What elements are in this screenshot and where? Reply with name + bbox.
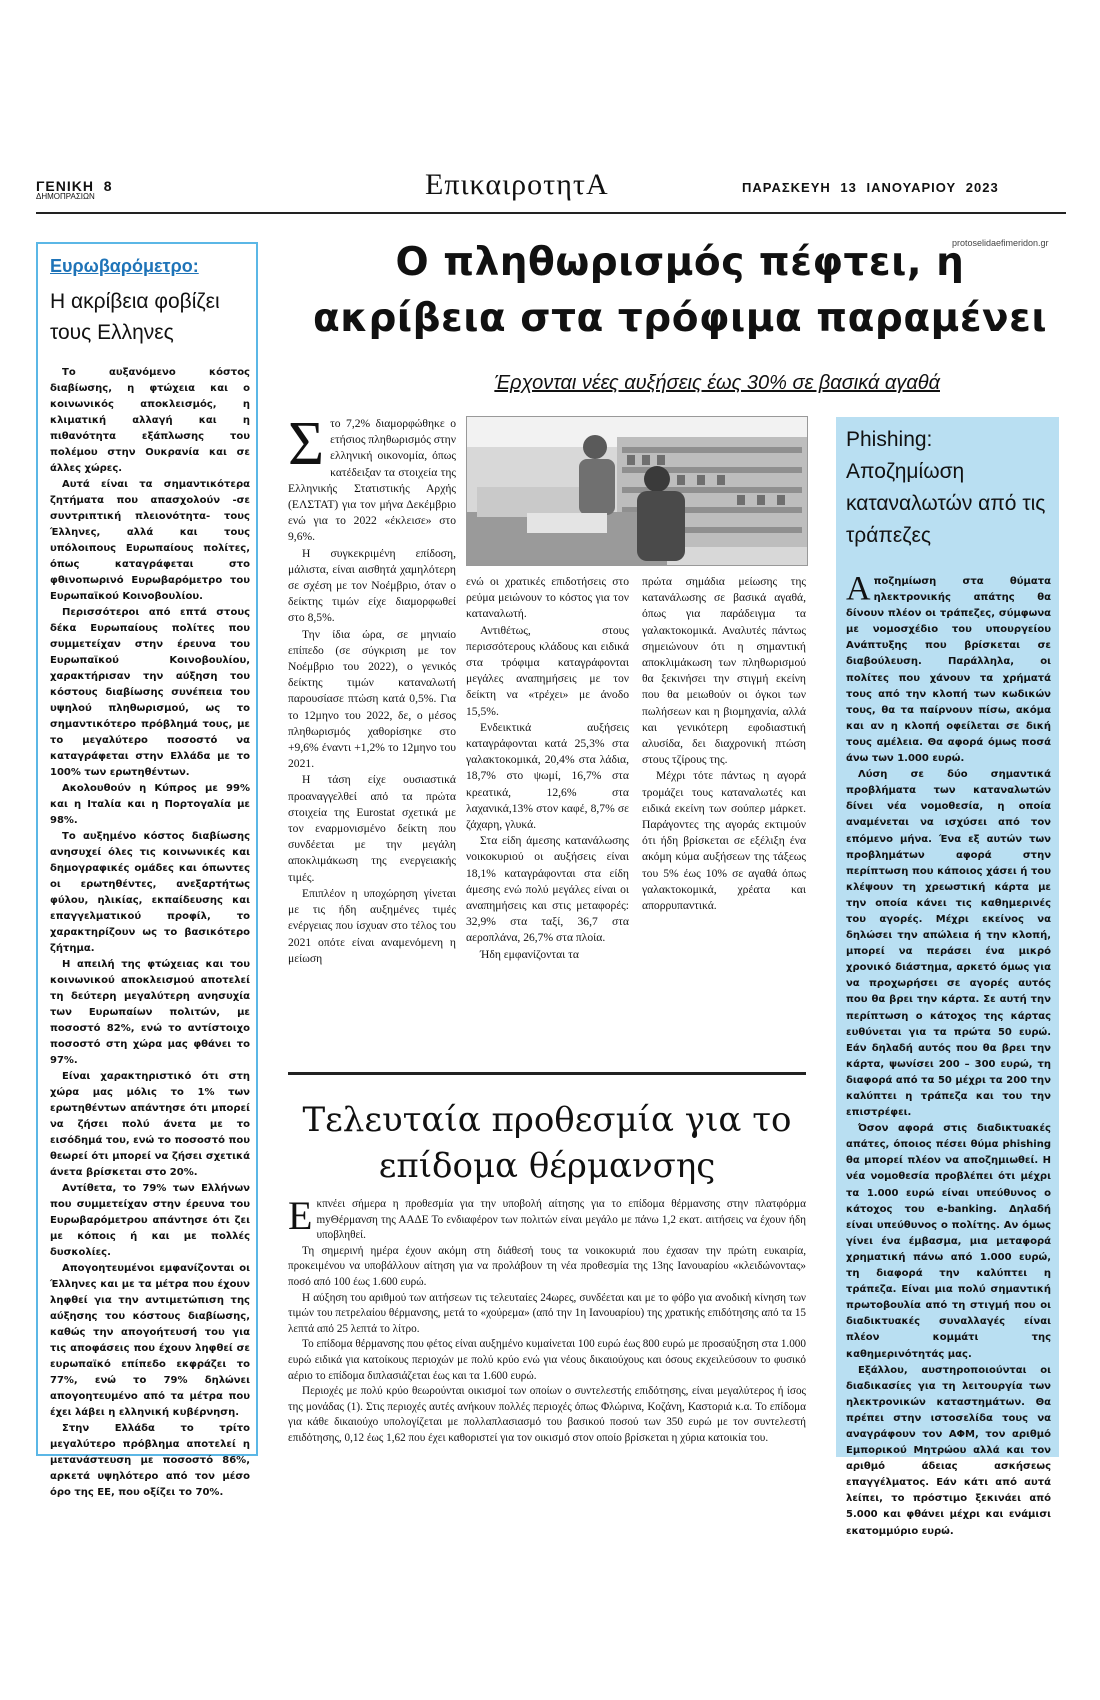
article-paragraph: Η αύξηση του αριθμού των αιτήσεων τις τελευταίες 24ωρες, συνδέεται και με το φόβο για ανοδική κίνηση των τιμών του πετρελαίου θέρμανσης, μετά το «χούρεμα» (από την 1η Ιανουαρίου) της χρατικής επιδότησης από τα 15 λεπτά από 25 λεπτά το λίτρο. [288, 1291, 806, 1335]
article-column-2 [466, 574, 629, 963]
article-paragraph: Η τάση είχε ουσιαστικά προαναγγελθεί από τα πρώτα στοιχεία της Eurostat σχετικά με τον εναρμονισμένο δείκτη που συνδέεται με την μεγάλη αποκλιμάκωση της ενεργειακής τιμές. [288, 773, 456, 884]
header-rule [36, 212, 1066, 214]
sidebar-title: Η ακρίβεια φοβίζει τους Ελληνες [50, 290, 220, 344]
sidebar-paragraph: Αντίθετα, το 79% των Ελλήνων που συμμετείχαν στην έρευνα του Ευρωβαρόμετρου απάντησε ότι ζει με κόποις ή και με πολλές δυσκολίες. [50, 1183, 250, 1258]
article-column-3 [642, 574, 806, 914]
sidebar-paragraph: Το αυξημένο κόστος διαβίωσης ανησυχεί όλες τις κοινωνικές και δημογραφικές ομάδες και όπωντες οι ερωτηθέντες, ανεξαρτήτως φύλου, ηλικίας, εκπαίδευσης και επαγγελματικού προφίλ, το χαρακτηρίζουν ως το βασικότερο ζήτημα. [50, 831, 250, 954]
section-subtitle: ΔΗΜΟΠΡΑΣΙΩΝ [36, 192, 95, 201]
phishing-paragraph: Όσον αφορά στις διαδικτυακές απάτες, όποιος πέσει θύμα phishing θα μπορεί πλέον να αποζημιωθεί. Η νέα νομοθεσία προβλέπει ότι μέχρι τα 1.000 ευρώ είναι υπεύθυνος ο κάτοχος του e-banking. Δηλαδή είναι υπεύθυνος ο πολίτης. Αν όμως γίνει ένα έμβασμα, μια μεταφορά χρηματική πάνω από 1.000 ευρώ, τη διαφορά την καλύπτει η τράπεζα. Είναι μια πολύ σημαντική πρωτοβουλία από τη στιγμή που οι διαδικτυακές συναλλαγές είναι πλέον κομμάτι της καθημερινότητάς μας. [846, 1123, 1051, 1360]
sidebar-paragraph: Η απειλή της φτώχειας και του κοινωνικού αποκλεισμού αποτελεί τη δεύτερη μεγαλύτερη ανησυχία των Ευρωπαίων πολιτών, με ποσοστό 82%, ενώ το αντίστοιχο ποσοστό στη χώρα μας φθάνει το 97%. [50, 959, 250, 1066]
heating-article-body [288, 1193, 806, 1447]
sidebar-paragraph: Στην Ελλάδα το τρίτο μεγαλύτερο πρόβλημα αποτελεί η μετανάστευση με ποσοστό 86%, αρκετά υψηλότερο από τον μέσο όρο της ΕΕ, που οξίζει το 70%. [50, 1423, 250, 1498]
watermark: protoselidaefimeridon.gr [952, 238, 1049, 248]
article-paragraph: Την ίδια ώρα, σε μηνιαίο επίπεδο (σε σύγκριση με τον Νοέμβριο του 2022), ο γενικός δείκτης τιμών καταναλωτή παρουσίασε πτώση κατά 0,5%. Για το 12μηνο του 2022, δε, ο μέσος πληθωρισμός χαθορίσηκε στο +9,6% έναντι +1,2% το 12μηνο του 2021. [288, 627, 456, 771]
article-paragraph: Η συγκεκριμένη επίδοση, μάλιστα, είναι αισθητά χαμηλότερη σε σχέση με τον Νοέμβριο, όταν ο δείκτης τιμών είχε διαμορφωθεί στο 8,5%. [288, 546, 456, 625]
section-label [36, 178, 113, 201]
article-paragraph: το 7,2% διαμορφώθηκε ο ετήσιος πληθωρισμός στην ελληνική οικονομία, όπως κατέδειξαν τα στοιχεία της Ελληνικής Στατιστικής Αρχής (ΕΛΣΤΑΤ) για τον μήνα Δεκέμβριο ενώ για το 2022 «έκλεισε» στο 9,6%. [288, 417, 456, 544]
dropcap: Ε [288, 1193, 313, 1238]
sidebar-paragraph: Αυτά είναι τα σημαντικότερα ζητήματα που απασχολούν -σε συντριπτική πλειονότητα- τους Έλληνες, αλλά και τους υπόλοιπους Ευρωπαίους πολίτες, όπως καταγράφεται στο φθινοπωρινό Ευρωβαρόμετρο του Ευρωπαϊκού Κοινοβουλίου. [50, 479, 250, 602]
sidebar-paragraph: Είναι χαρακτηριστικό ότι στη χώρα μας μόλις το 1% των ερωτηθέντων απάντησε ότι μπορεί να ζήσει πολύ άνετα με το εισόδημά του, ενώ το ποσοστό που θεωρεί ότι μπορεί να ζήσει σχετικά άνετα βρίσκεται στο 20%. [50, 1071, 250, 1178]
sidebar-kicker: Ευρωβαρόμετρο: [50, 256, 199, 276]
article-paragraph: Στα είδη άμεσης κατανάλωσης νοικοκυριού οι αυξήσεις είναι 18,1% καταγράφονται στα είδη άμεσης ενώ πολύ μεγάλες είναι οι αναπημήσεις και στις μεταφορές: 32,9% στα ταξί, 36,7 στα αεροπλάνα, 26,7% στα πλοία. [466, 834, 629, 945]
phishing-title: Phishing: Αποζημίωση καταναλωτών από τις τράπεζες [846, 428, 1046, 547]
section-name: ΓΕΝΙΚΗ [36, 178, 94, 194]
article-paragraph: πρώτα σημάδια μείωσης της κατανάλωσης σε βασικά αγαθά, όπως για παράδειγμα τα γαλακτοκομικά. Αναλυτές πάντως σημειώνουν ότι η σημαντική αποκλιμάκωση των πληθωρισμού θα ξεκινήσει την στιγμή εκείνη που θα μειωθούν οι όγκοι των πωλήσεων και η βιομηχανία, αλλά και γενικότερη εφοδιαστική αλυσίδα, δει διαχρονική πτώση στους τζίρους της. [642, 575, 806, 767]
supermarket-photo-image [467, 417, 807, 565]
sidebar-paragraph: Το αυξανόμενο κόστος διαβίωσης, η φτώχεια και ο κοινωνικός αποκλεισμός, η κλιματική αλλαγή και η πιθανότητα εξάπλωσης του πολέμου στην Ουκρανία και σε άλλες χώρες. [50, 367, 250, 474]
issue-date: ΠΑΡΑΣΚΕΥΗ 13 ΙΑΝΟΥΑΡΙΟΥ 2023 [742, 180, 999, 195]
sidebar-paragraph: Περισσότεροι από επτά στους δέκα Ευρωπαίους πολίτες που συμμετείχαν στην έρευνα του Ευρωπαϊκού Κοινοβουλίου, χαρακτήρισαν την αύξηση του κόστους διαβίωσης συνέπεια του υψηλού πληθωρισμού, ως το σημαντικότερο πρόβλημά τους, με το μεγαλύτερο ποσοστό να καταγράφεται στην Ελλάδα με το 100% των ερωτηθέντων. [50, 607, 250, 778]
rubric-title: ΕπικαιροτητΑ [425, 168, 609, 201]
dropcap: Σ [288, 410, 325, 478]
phishing-body [846, 570, 1051, 1540]
phishing-paragraph: ποζημίωση στα θύματα ηλεκτρονικής απάτης θα δίνουν πλέον οι τράπεζες, σύμφωνα με νομοσχέδιο του υπουργείου Ανάπτυξης που βρίσκεται σε διαβούλευση. Παράλληλα, οι πολίτες που χάνουν τα χρήματά τους από την κλοπή των κωδικών τους, θα τα παίρνουν πίσω, ακόμα και αν η κλοπή οφείλεται σε δική τους αμέλεια. Θα αφορά όμως ποσά άνω των 1.000 ευρώ. [846, 576, 1051, 765]
phishing-paragraph: Λύση σε δύο σημαντικά προβλήματα των καταναλωτών δίνει νέα νομοθεσία, η οποία αναμένεται να ισχύσει από τον επόμενο μήνα. Ένα εξ αυτών των προβλημάτων αφορά στην περίπτωση που κάποιος χάσει ή του κλέψουν τη χρεωστική κάρτα με την οποία κάνει τις καθημερινές του αγορές. Μέχρι εκείνος να δηλώσει την απώλεια ή την κλοπή, μπορεί να περάσει ένα μικρό χρονικό διάστημα, αρκετό όμως για να προχωρήσει σε αγορές αυτός που θα βρει την κάρτα. Σε αυτή την περίπτωση ο κάτοχος της κάρτας ευθύνεται για τα πρώτα 50 ευρώ. Εάν δηλαδή αυτός που θα βρει την κάρτα, ψωνίσει 200 – 300 ευρώ, τη διαφορά από τα 50 μέχρι τα 200 την καλύπτει η τράπεζα και του την επιστρέφει. [846, 769, 1051, 1119]
main-subhead: Έρχονται νέες αυξήσεις έως 30% σε βασικά αγαθά [494, 372, 940, 394]
article-paragraph: Τη σημερινή ημέρα έχουν ακόμη στη διάθεσή τους τα νοικοκυριά που έχασαν την πρώτη ευκαιρία, προκειμένου να υποβάλλουν αίτηση για να προλάβουν τη νέα προθεσμία της 13ης Ιανουαρίου «κλειδώνοντας» ποσό από 100 έως 1.600 ευρώ. [288, 1244, 806, 1288]
main-headline: Ο πληθωρισμός πέφτει, η ακρίβεια στα τρόφιμα παραμένει [312, 240, 1048, 341]
article-paragraph: Ήδη εμφανίζονται τα [480, 947, 579, 961]
article-paragraph: Μέχρι τότε πάντως η αγορά τρομάζει τους καταναλωτές και ειδικά εκείνη των σούπερ μάρκετ. Παράγοντες της αγοράς εκτιμούν ότι ήδη βρίσκεται σε εξέλιξη ένα ακόμη κύμα αυξήσεων της τάξεως του 5% έως 10% σε αγαθά όπως γαλακτοκομικά, χρέατα και απορρυπαντικά. [642, 769, 806, 913]
sidebar-body [50, 365, 250, 1501]
heating-headline: Τελευταία προθεσμία για το επίδομα θέρμανσης [302, 1100, 792, 1186]
dropcap: Α [846, 570, 871, 607]
phishing-paragraph: Εξάλλου, αυστηροποιούνται οι διαδικασίες για τη λειτουργία των ηλεκτρονικών καταστημάτων. Θα πρέπει στην ιστοσελίδα τους να αναγράφουν τον ΑΦΜ, τον αριθμό Εμπορικού Μητρώου αλλά και τον αριθμό άδειας ασκήσεως επαγγέλματος. Εάν κάτι από αυτά λείπει, το πρόστιμο ξεκινάει από 5.000 και φθάνει μέχρι και ενάμισι εκατομμύριο ευρώ. [846, 1364, 1051, 1537]
article-paragraph: ενώ οι χρατικές επιδοτήσεις στο ρεύμα μειώνουν το κόστος για τον καταναλωτή. [466, 575, 629, 621]
article-paragraph: Περιοχές με πολύ κρύο θεωρούνται οικισμοί των οποίων ο συντελεστής επιδότησης, είναι μεγαλύτερος ή ίσος της μονάδας (1). Στις περιοχές αυτές ανήκουν πολλές περιοχές όπως Φλώρινα, Κοζάνη, Καστοριά κ.α. Το επίδομα για κάθε δικαιούχο υπολογίζεται με πολλαπλασιασμό του βασικού ποσού των 350 ευρώ με τον συντελεστή επιδότησης, 0,12 έως 1,62 που έχει καθοριστεί για τον οικισμό στον οποίο βρίσκεται η χύρια κατοικία του. [288, 1385, 806, 1444]
article-paragraph: Επιπλέον η υποχώρηση γίνεται με τις ήδη αυξημένες τιμές ενέργειας που ίσχυαν στο τέλος του 2021 οπότε είναι αναμενόμενη η μείωση [288, 886, 456, 965]
article-column-1 [288, 410, 456, 967]
page-number: 8 [103, 178, 113, 194]
article-paragraph: Αντιθέτως, στους περισσότερους κλάδους και ειδικά στα τρόφιμα καταγράφονται μεγάλες αναπημήσεις με τον δείκτη να «τρέχει» με άνοδο 15,5%. [466, 623, 629, 718]
article-paragraph: κπνέει σήμερα η προθεσμία για την υποβολή αίτησης για το επίδομα θέρμανσης στην πλατφόρμα myΘέρμανση της ΑΑΔΕ Το ενδιαφέρον των πολιτών είναι μεγάλο με πάνω 1,2 εκατ. αιτήσεις να έχουν ήδη υποβληθεί. [316, 1198, 806, 1242]
article-paragraph: Ενδεικτικά αυξήσεις καταγράφονται κατά 25,3% στα γαλακτοκομικά, 20,4% στα λάδια, 18,7% στο ψωμί, 16,7% στα κρεατικά, 12,6% στα λαχανικά,13% στον καφέ, 8,7% σε ζάχαρη, γλυκά. [466, 720, 629, 832]
article-divider [288, 1072, 806, 1075]
sidebar-paragraph: Απογοητευμένοι εμφανίζονται οι Έλληνες και με τα μέτρα που έχουν ληφθεί για την αντιμετώπιση της αύξησης του κόστους διαβίωσης, καθώς την απογοήτευσή του για τις αποφάσεις που έχουν ληφθεί σε ευρωπαϊκό επίπεδο εκφράζει το 77%, ενώ το 79% δηλώνει απογοητευμένο από τα μέτρα που έχει λάβει η ελληνική κυβέρνηση. [50, 1263, 250, 1418]
article-paragraph: Το επίδομα θέρμανσης που φέτος είναι αυξημένο κυμαίνεται 100 ευρώ έως 800 ευρώ με προσαύξηση στα 1.000 ευρώ ειδικά για κατοίκους περιοχών με πολύ κρύο ενώ για νέους δικαιούχους και όσους εκχειλεύσουν το φυσικό αέριο το επίδομα διπλασιάζεται έως και τα 1.600 ευρώ. [288, 1338, 806, 1382]
sidebar-paragraph: Ακολουθούν η Κύπρος με 99% και η Ιταλία και η Πορτογαλία με 98%. [50, 783, 250, 826]
supermarket-photo [466, 416, 808, 566]
